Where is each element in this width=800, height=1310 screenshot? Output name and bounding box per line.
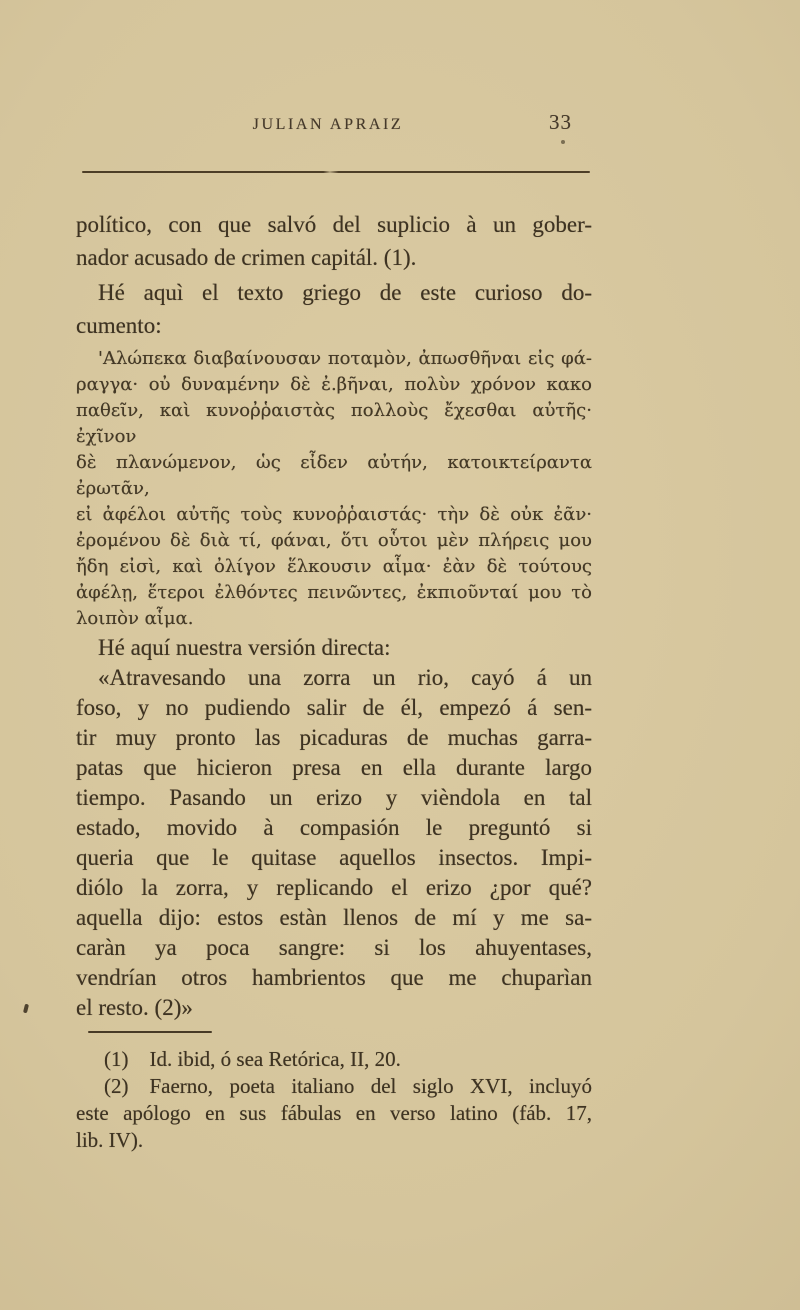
version-heading [76, 632, 592, 663]
footnote-line: (1) Id. ibid, ó sea Retórica, II, 20. [104, 1047, 401, 1071]
page-number: 33 [549, 110, 572, 134]
text-line: vendrían otros hambrientos que me chuparìan [76, 965, 592, 990]
text-line: «Atravesando una zorra un rio, cayó á un [98, 665, 592, 690]
footnotes-block [76, 1046, 592, 1154]
paragraph-translation [76, 663, 592, 1023]
greek-line: λοιπὸν αἷμα. [76, 608, 194, 629]
greek-line: δὲ πλανώμενον, ὡς εἶδεν αὐτήν, κατοικτείραντα ἐρωτᾶν, [76, 452, 592, 499]
greek-line: 'Αλώπεκα διαβαίνουσαν ποταμὸν, ἀπωσθῆναι εἰς φά- [98, 348, 592, 369]
text-line: Hé aquì el texto griego de este curioso do- [98, 280, 592, 305]
footnote-rule [88, 1031, 212, 1033]
text-line: caràn ya poca sangre: si los ahuyentases, [76, 935, 592, 960]
text-line: patas que hicieron presa en ella durante largo [76, 755, 592, 780]
paragraph-intro-2 [76, 276, 592, 342]
ink-speck-artifact [23, 1004, 29, 1014]
footnote-line: este apólogo en sus fábulas en verso latino (fáb. 17, [76, 1101, 592, 1125]
text-line: político, con que salvó del suplicio à un gober- [76, 212, 592, 237]
greek-line: εἰ ἀφέλοι αὐτῆς τοὺς κυνοῤῥαιστάς· τὴν δὲ οὐκ ἐᾶν· [76, 504, 592, 525]
footnote-line: (2) Faerno, poeta italiano del siglo XVI, incluyó [104, 1074, 592, 1098]
greek-line: ἤδη εἰσὶ, καὶ ὀλίγον ἕλκουσιν αἷμα· ἐὰν δὲ τούτους [76, 556, 592, 577]
paragraph-intro-1 [76, 208, 592, 274]
text-line: tir muy pronto las picaduras de muchas garra- [76, 725, 592, 750]
text-line: tiempo. Pasando un erizo y vièndola en tal [76, 785, 592, 810]
text-line: diólo la zorra, y replicando el erizo ¿por qué? [76, 875, 592, 900]
greek-line: παθεῖν, καὶ κυνοῤῥαιστὰς πολλοὺς ἔχεσθαι αὐτῆς· ἐχῖνον [76, 400, 592, 447]
greek-quotation-block [76, 346, 592, 632]
running-header-author: JULIAN APRAIZ [252, 116, 404, 133]
text-line: cumento: [76, 313, 162, 338]
text-line: aquella dijo: estos estàn llenos de mí y me sa- [76, 905, 592, 930]
greek-line: ἀφέλῃ, ἕτεροι ἐλθόντες πεινῶντες, ἐκπιοῦνταί μου τὸ [76, 582, 592, 603]
greek-line: ἐρομένου δὲ διὰ τί, φάναι, ὅτι οὗτοι μὲν πλήρεις μου [76, 530, 592, 551]
text-line: foso, y no pudiendo salir de él, empezó á sen- [76, 695, 592, 720]
text-line: queria que le quitase aquellos insectos. Impi- [76, 845, 592, 870]
greek-line: ραγγα· οὐ δυναμένην δὲ ἐ.βῆναι, πολὺν χρόνον κακο [76, 374, 592, 395]
text-column [76, 0, 592, 1154]
text-line: estado, movido à compasión le preguntó si [76, 815, 592, 840]
text-line: el resto. (2)» [76, 995, 193, 1020]
text-line: nador acusado de crimen capitál. (1). [76, 245, 417, 270]
text-line: Hé aquí nuestra versión directa: [98, 635, 391, 660]
footnote-line: lib. IV). [76, 1128, 144, 1152]
